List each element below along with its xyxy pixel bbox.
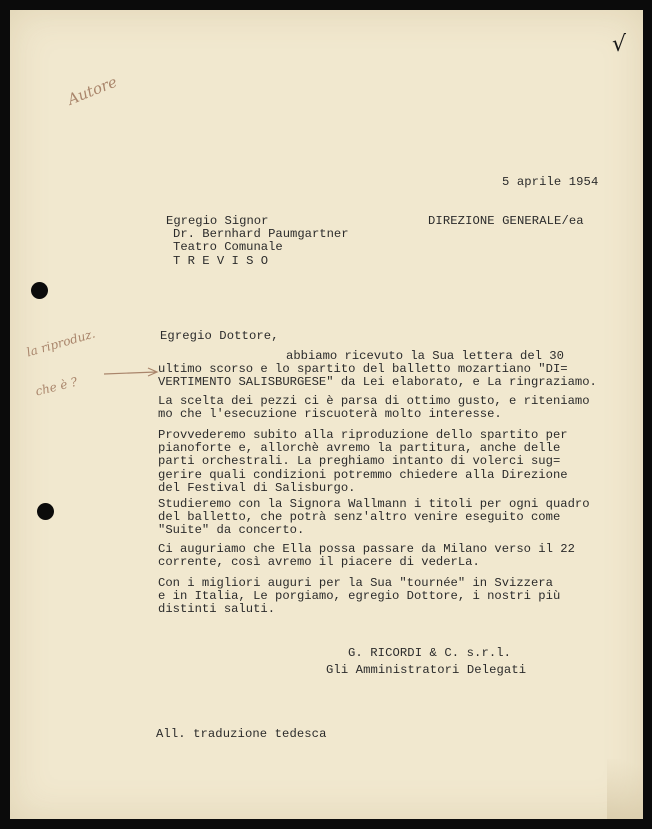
text-line: La scelta dei pezzi ci è parsa di ottimo gusto, e riteniamo — [158, 394, 590, 408]
text-line: distinti saluti. — [158, 602, 276, 617]
text-line: Ci auguriamo che Ella possa passare da Milano verso il 22 — [158, 542, 575, 556]
punch-hole — [37, 503, 54, 520]
text-line: Provvederemo subito alla riproduzione dello spartito per — [158, 428, 568, 442]
punch-hole — [31, 282, 48, 299]
signature-title: Gli Amministratori Delegati — [326, 663, 527, 677]
text-line: Con i migliori auguri per la Sua "tournée" in Svizzera — [158, 576, 553, 590]
address-line: Teatro Comunale — [173, 240, 283, 255]
text-line: pianoforte e, allorchè avremo la partitura, anche delle — [158, 441, 561, 456]
handwritten-margin-note-2: che è ? — [34, 374, 79, 399]
text-line: mo che l'esecuzione riscuoterà molto interesse. — [158, 407, 502, 422]
text-line: "Suite" da concerto. — [158, 523, 305, 538]
text-line: VERTIMENTO SALISBURGESE" da Lei elaborato, e La ringraziamo. — [158, 375, 597, 390]
text-line: parti orchestrali. La preghiamo intanto di volerci sug= — [158, 454, 561, 469]
letter-page — [10, 10, 643, 819]
paragraph-6 — [158, 577, 560, 617]
text-line: e in Italia, Le porgiamo, egregio Dottore, i nostri più — [158, 589, 561, 604]
department-ref: DIREZIONE GENERALE/ea — [428, 214, 584, 228]
address-line: T R E V I S O — [173, 253, 269, 268]
recipient-address — [166, 215, 349, 268]
paragraph-2 — [158, 395, 590, 421]
enclosure-note: All. traduzione tedesca — [156, 727, 327, 741]
check-mark-icon: √ — [612, 32, 627, 57]
signature-company: G. RICORDI & C. s.r.l. — [348, 646, 512, 660]
address-line: Dr. Bernhard Paumgartner — [173, 227, 349, 242]
handwritten-arrow-icon — [102, 366, 162, 380]
paragraph-5 — [158, 543, 575, 569]
handwritten-margin-note-1: la riproduz. — [25, 326, 97, 360]
text-line: del Festival di Salisburgo. — [158, 480, 356, 495]
handwritten-note-top: Autore — [65, 72, 120, 109]
paragraph-4 — [158, 498, 590, 538]
salutation: Egregio Dottore, — [160, 329, 279, 343]
paragraph-1 — [158, 350, 597, 390]
text-line: corrente, così avremo il piacere di vederLa. — [158, 555, 480, 570]
text-line: abbiamo ricevuto la Sua lettera del 30 — [286, 349, 564, 363]
address-line: Egregio Signor — [166, 214, 269, 228]
paragraph-3 — [158, 429, 568, 495]
text-line: gerire quali condizioni potremmo chiedere alla Direzione — [158, 467, 568, 482]
text-line: Studieremo con la Signora Wallmann i titoli per ogni quadro — [158, 497, 590, 511]
text-line: del balletto, che potrà senz'altro venire eseguito come — [158, 510, 561, 525]
letter-date: 5 aprile 1954 — [502, 175, 599, 189]
text-line: ultimo scorso e lo spartito del balletto mozartiano "DI= — [158, 362, 568, 377]
